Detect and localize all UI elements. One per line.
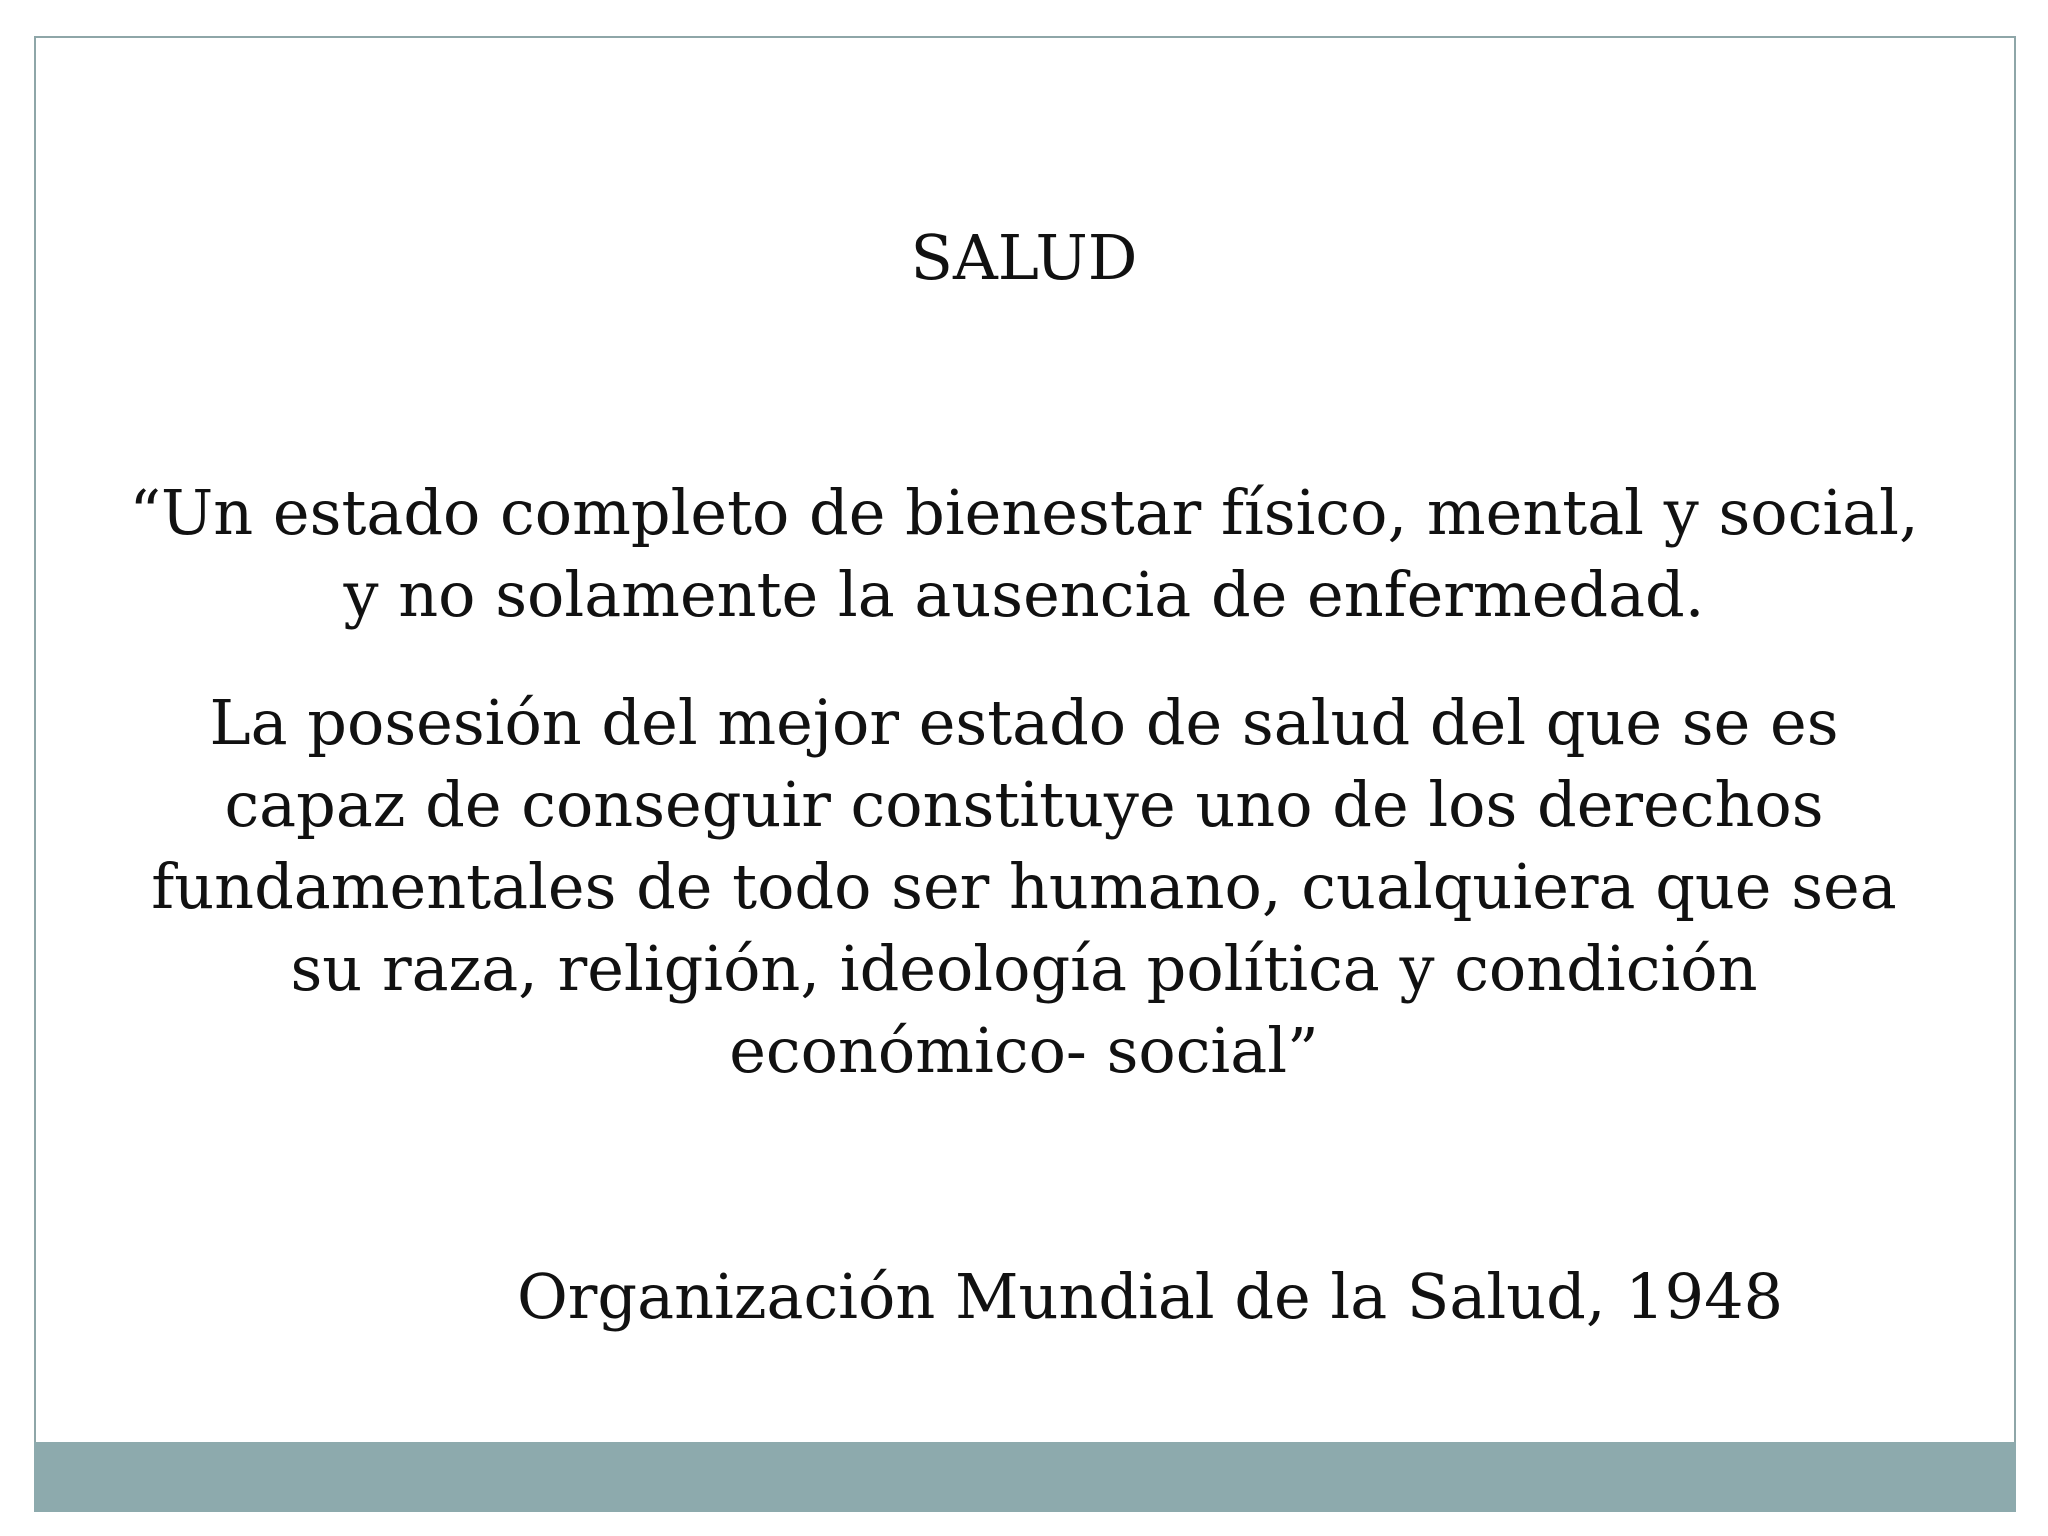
quote-line: y no solamente la ausencia de enfermedad. xyxy=(343,558,1705,631)
footer-bar xyxy=(34,1442,2016,1512)
attribution: Organización Mundial de la Salud, 1948 xyxy=(516,1260,1784,1333)
quote-line: La posesión del mejor estado de salud del que se es xyxy=(209,686,1839,759)
slide-title: SALUD xyxy=(910,221,1138,294)
quote-rights xyxy=(0,682,2048,1092)
quote-line: económico- social” xyxy=(729,1014,1319,1087)
quote-line: su raza, religión, ideología política y condición xyxy=(290,932,1758,1005)
quote-line: fundamentales de todo ser humano, cualquiera que sea xyxy=(151,850,1897,923)
quote-definition xyxy=(0,472,2048,636)
quote-line: “Un estado completo de bienestar físico, mental y social, xyxy=(129,476,1919,549)
quote-line: capaz de conseguir constituye uno de los derechos xyxy=(224,768,1824,841)
